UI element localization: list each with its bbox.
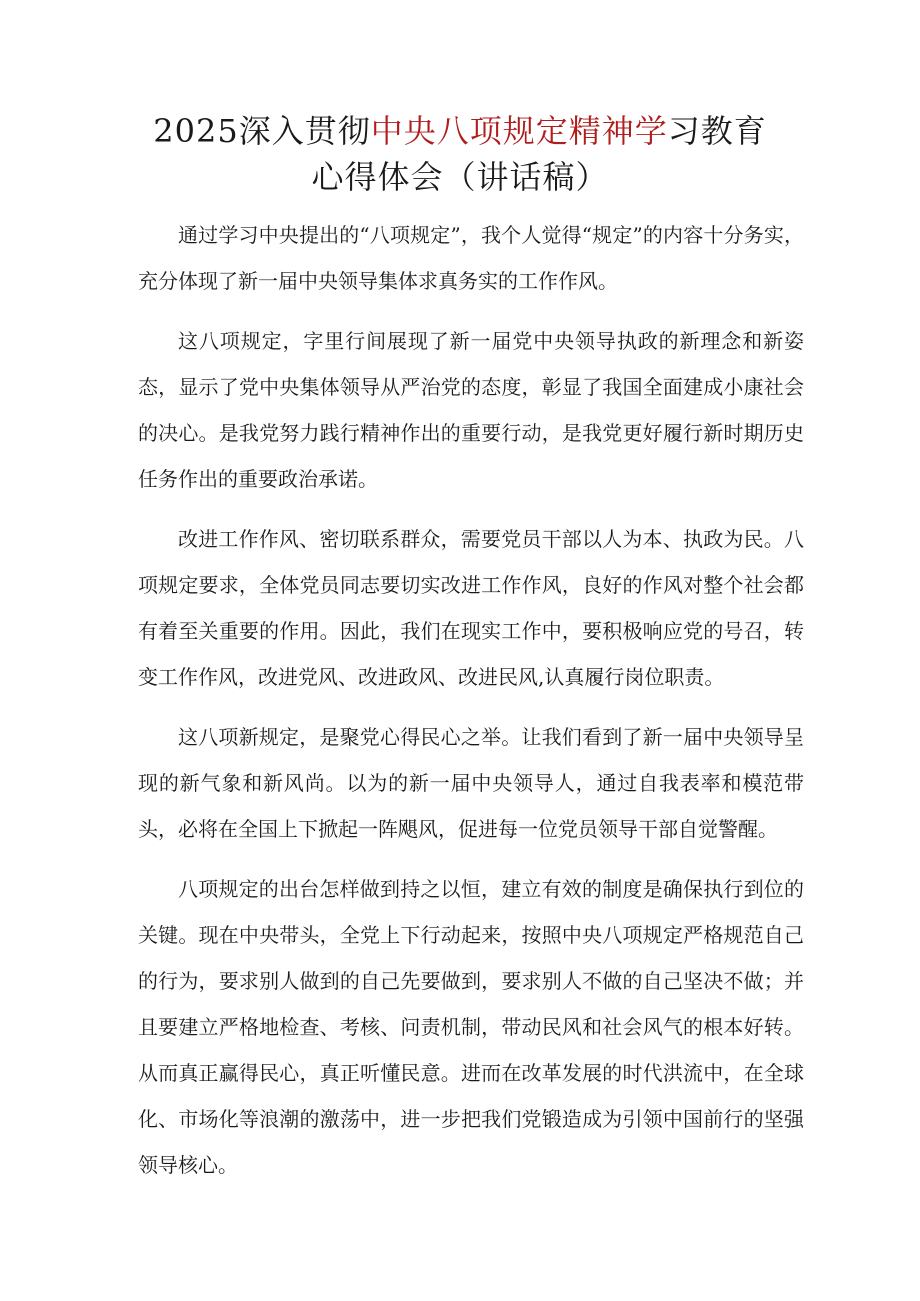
- title-highlight: 中央八项规定精神学: [370, 112, 668, 150]
- paragraph-4: 这八项新规定，是聚党心得民心之举。让我们看到了新一届中央领导呈现的新气象和新风尚。以为的新一届中央领导人，通过自我表率和模范带头，必将在全国上下掀起一阵飓风，促进每一位党员领导干部自觉警醒。: [138, 725, 804, 841]
- paragraph-3: 改进工作作风、密切联系群众，需要党员干部以人为本、执政为民。八项规定要求，全体党员同志要切实改进工作作风，良好的作风对整个社会都有着至关重要的作用。因此，我们在现实工作中，要积极响应党的号召，转变工作作风，改进党风、改进政风、改进民风,认真履行岗位职责。: [138, 527, 804, 689]
- document-title: [0, 108, 920, 200]
- document-body: [138, 212, 804, 1202]
- title-line-1: [0, 108, 920, 154]
- title-suffix: 习教育: [667, 112, 767, 150]
- title-line-2: 心得体会（讲话稿）: [311, 158, 609, 196]
- paragraph-2: 这八项规定，字里行间展现了新一届党中央领导执政的新理念和新姿态，显示了党中央集体领导从严治党的态度，彰显了我国全面建成小康社会的决心。是我党努力践行精神作出的重要行动，是我党更好履行新时期历史任务作出的重要政治承诺。: [138, 329, 804, 491]
- title-prefix: 2025深入贯彻: [153, 112, 371, 150]
- paragraph-5: 八项规定的出台怎样做到持之以恒，建立有效的制度是确保执行到位的关键。现在中央带头，全党上下行动起来，按照中央八项规定严格规范自己的行为，要求别人做到的自己先要做到，要求别人不做的自己坚决不做；并且要建立严格地检查、考核、问责机制，带动民风和社会风气的根本好转。从而真正赢得民心，真正听懂民意。进而在改革发展的时代洪流中，在全球化、市场化等浪潮的激荡中，进一步把我们党锻造成为引领中国前行的坚强领导核心。: [138, 877, 804, 1177]
- paragraph-1: 通过学习中央提出的“八项规定”，我个人觉得“规定”的内容十分务实，充分体现了新一届中央领导集体求真务实的工作作风。: [138, 223, 804, 293]
